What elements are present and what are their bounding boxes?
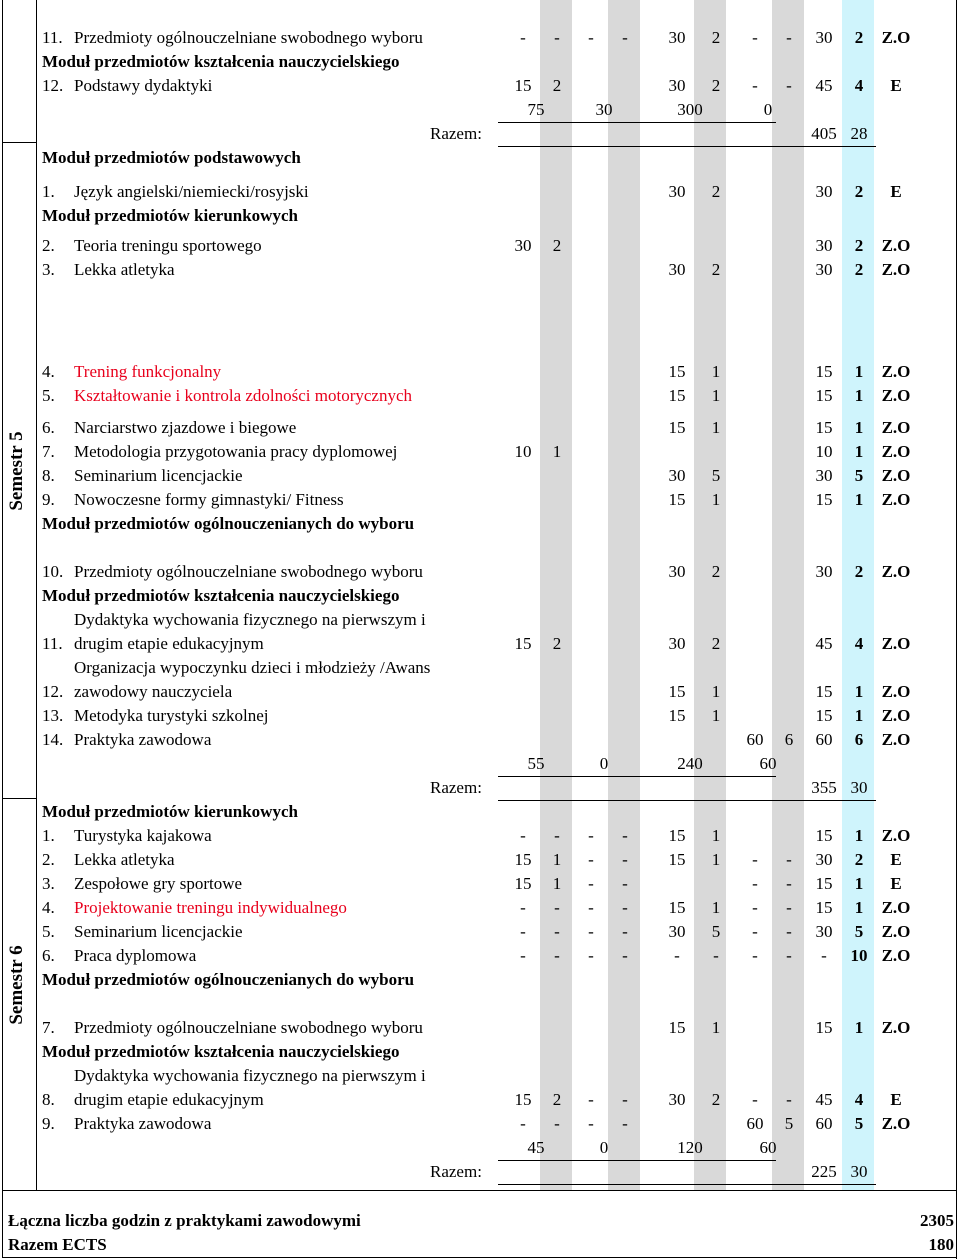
- module-total-value: 0: [599, 1138, 609, 1157]
- course-value: -: [588, 898, 594, 917]
- course-value: -: [622, 922, 628, 941]
- course-value: -: [554, 946, 560, 965]
- course-value: 30: [668, 466, 686, 485]
- footer-left-border: [2, 1190, 3, 1258]
- course-value: -: [752, 28, 758, 47]
- course-value: 2: [552, 236, 562, 255]
- course-value: 1: [854, 874, 864, 893]
- course-value: 2: [854, 182, 864, 201]
- course-value: 1: [711, 706, 721, 725]
- course-value: 15: [668, 1018, 686, 1037]
- course-value: 1: [711, 850, 721, 869]
- course-value: Z.O: [881, 362, 911, 381]
- course-value: -: [752, 922, 758, 941]
- course-value: 1: [854, 418, 864, 437]
- course-value: -: [520, 898, 526, 917]
- course-value: 1: [711, 1018, 721, 1037]
- total-hours-label: Łączna liczba godzin z praktykami zawodowymi: [8, 1211, 361, 1230]
- course-name: Seminarium licencjackie: [74, 922, 243, 941]
- course-value: 30: [668, 260, 686, 279]
- totals-border: [498, 776, 776, 777]
- course-value: 30: [514, 236, 532, 255]
- semester-column-border: [36, 0, 37, 1190]
- course-value: -: [622, 898, 628, 917]
- row-number: 9.: [42, 490, 55, 509]
- course-value: -: [520, 922, 526, 941]
- totals-border: [498, 122, 776, 123]
- row-number: 4.: [42, 898, 55, 917]
- table-right-border: [956, 0, 957, 1259]
- course-value: 60: [815, 1114, 833, 1133]
- course-value: 30: [815, 182, 833, 201]
- course-value: 2: [854, 236, 864, 255]
- total-hours-value: 2305: [920, 1211, 954, 1230]
- module-total-value: 0: [599, 754, 609, 773]
- course-value: -: [752, 1090, 758, 1109]
- course-value: 1: [854, 1018, 864, 1037]
- course-value: Z.O: [881, 490, 911, 509]
- course-value: 60: [815, 730, 833, 749]
- course-value: 30: [815, 28, 833, 47]
- razem-hours: 405: [811, 124, 837, 143]
- course-value: -: [786, 850, 792, 869]
- course-value: Z.O: [881, 236, 911, 255]
- course-value: -: [588, 1090, 594, 1109]
- course-value: 30: [815, 562, 833, 581]
- course-name: Praca dyplomowa: [74, 946, 197, 965]
- course-value: E: [890, 850, 902, 869]
- course-value: 1: [711, 362, 721, 381]
- module-total-value: 0: [763, 100, 773, 119]
- row-number: 7.: [42, 442, 55, 461]
- course-value: 2: [711, 260, 721, 279]
- course-value: 30: [815, 260, 833, 279]
- course-value: 5: [784, 1114, 794, 1133]
- module-total-value: 55: [527, 754, 545, 773]
- course-value: Z.O: [881, 260, 911, 279]
- course-value: 30: [815, 466, 833, 485]
- course-value: -: [588, 946, 594, 965]
- course-value: 30: [668, 1090, 686, 1109]
- module-total-value: 45: [527, 1138, 545, 1157]
- course-value: 15: [668, 418, 686, 437]
- razem-hours: 225: [811, 1162, 837, 1181]
- course-value: -: [622, 826, 628, 845]
- course-value: 1: [854, 386, 864, 405]
- course-value: -: [752, 850, 758, 869]
- course-value: -: [554, 922, 560, 941]
- course-name: Teoria treningu sportowego: [74, 236, 262, 255]
- course-value: -: [786, 1090, 792, 1109]
- total-ects-value: 180: [928, 1235, 954, 1254]
- shaded-column-band: [694, 0, 726, 1190]
- course-value: -: [554, 1114, 560, 1133]
- course-value: 6: [854, 730, 864, 749]
- course-name: Praktyka zawodowa: [74, 730, 212, 749]
- course-value: 2: [711, 182, 721, 201]
- row-number: 5.: [42, 386, 55, 405]
- course-value: 2: [711, 562, 721, 581]
- course-value: 1: [711, 386, 721, 405]
- row-number: 13.: [42, 706, 64, 725]
- course-value: Z.O: [881, 562, 911, 581]
- course-value: -: [588, 826, 594, 845]
- row-number: 2.: [42, 236, 55, 255]
- course-value: 60: [746, 730, 764, 749]
- course-value: 15: [514, 1090, 532, 1109]
- course-value: 5: [711, 922, 721, 941]
- course-value: 15: [668, 682, 686, 701]
- course-value: -: [786, 946, 792, 965]
- course-value: 2: [552, 76, 562, 95]
- module-total-value: 60: [759, 1138, 777, 1157]
- course-value: -: [622, 28, 628, 47]
- semester-6-label: Semestr 6: [6, 945, 27, 1025]
- course-value: -: [520, 826, 526, 845]
- course-value: 15: [668, 490, 686, 509]
- course-value: 1: [854, 706, 864, 725]
- row-number: 11.: [42, 634, 63, 653]
- row-number: 12.: [42, 682, 64, 701]
- course-value: Z.O: [881, 442, 911, 461]
- course-value: -: [752, 874, 758, 893]
- course-name: Przedmioty ogólnouczelniane swobodnego wyboru: [74, 28, 423, 47]
- row-number: 14.: [42, 730, 64, 749]
- course-value: 15: [668, 706, 686, 725]
- course-value: 2: [711, 76, 721, 95]
- module-header: Moduł przedmiotów podstawowych: [42, 148, 301, 167]
- module-total-value: 240: [677, 754, 703, 773]
- course-value: E: [890, 76, 902, 95]
- course-value: 6: [784, 730, 794, 749]
- course-value: 1: [711, 826, 721, 845]
- row-number: 12.: [42, 76, 64, 95]
- course-value: 45: [815, 1090, 833, 1109]
- row-number: 1.: [42, 182, 55, 201]
- course-value: -: [786, 898, 792, 917]
- course-value: Z.O: [881, 706, 911, 725]
- course-value: 2: [552, 634, 562, 653]
- course-value: Z.O: [881, 418, 911, 437]
- shaded-column-band: [540, 0, 572, 1190]
- course-name: Kształtowanie i kontrola zdolności motorycznych: [74, 386, 413, 405]
- row-number: 2.: [42, 850, 55, 869]
- course-value: -: [520, 1114, 526, 1133]
- course-value: 1: [854, 682, 864, 701]
- table-top-line: [2, 142, 36, 143]
- course-value: -: [622, 1114, 628, 1133]
- course-value: -: [588, 850, 594, 869]
- course-value: Z.O: [881, 1114, 911, 1133]
- course-value: 1: [711, 682, 721, 701]
- row-number: 6.: [42, 418, 55, 437]
- course-value: 2: [711, 1090, 721, 1109]
- row-number: 10.: [42, 562, 64, 581]
- module-header: Moduł przedmiotów kształcenia nauczycielskiego: [42, 1042, 400, 1061]
- ects-column-band: [842, 0, 874, 1190]
- shaded-column-band: [608, 0, 640, 1190]
- row-number: 11.: [42, 28, 63, 47]
- course-value: 5: [854, 922, 864, 941]
- course-value: 2: [711, 634, 721, 653]
- course-value: 15: [514, 634, 532, 653]
- course-value: 2: [552, 1090, 562, 1109]
- course-value: 30: [815, 850, 833, 869]
- course-value: 4: [854, 634, 864, 653]
- course-name: zawodowy nauczyciela: [74, 682, 233, 701]
- course-name: Metodyka turystyki szkolnej: [74, 706, 269, 725]
- course-value: Z.O: [881, 946, 911, 965]
- module-header: Moduł przedmiotów kierunkowych: [42, 206, 298, 225]
- module-total-value: 120: [677, 1138, 703, 1157]
- module-header: Moduł przedmiotów kształcenia nauczycielskiego: [42, 586, 400, 605]
- course-value: 1: [854, 490, 864, 509]
- course-value: 15: [815, 418, 833, 437]
- course-name-line: Organizacja wypoczynku dzieci i młodzieży /Awans: [74, 658, 431, 677]
- course-value: 15: [815, 706, 833, 725]
- course-value: 15: [815, 826, 833, 845]
- course-value: E: [890, 182, 902, 201]
- razem-ects: 30: [850, 1162, 868, 1181]
- footer-bottom-border: [2, 1257, 957, 1258]
- course-value: 4: [854, 1090, 864, 1109]
- course-value: 15: [668, 898, 686, 917]
- course-value: -: [752, 76, 758, 95]
- course-name: Turystyka kajakowa: [74, 826, 212, 845]
- course-value: -: [821, 946, 827, 965]
- course-name: Podstawy dydaktyki: [74, 76, 213, 95]
- course-name: Przedmioty ogólnouczelniane swobodnego wyboru: [74, 1018, 423, 1037]
- course-value: Z.O: [881, 826, 911, 845]
- razem-border: [498, 146, 876, 147]
- course-value: 1: [711, 898, 721, 917]
- course-value: 30: [668, 182, 686, 201]
- course-value: Z.O: [881, 922, 911, 941]
- razem-label: Razem:: [430, 124, 482, 143]
- course-value: -: [752, 946, 758, 965]
- course-value: 30: [668, 28, 686, 47]
- course-value: 2: [854, 260, 864, 279]
- course-value: -: [622, 1090, 628, 1109]
- course-value: 1: [854, 826, 864, 845]
- course-name-line: Dydaktyka wychowania fizycznego na pierwszym i: [74, 1066, 426, 1085]
- totals-border: [498, 1160, 776, 1161]
- row-number: 3.: [42, 874, 55, 893]
- course-value: 2: [854, 850, 864, 869]
- course-value: 15: [815, 362, 833, 381]
- course-value: -: [554, 826, 560, 845]
- module-total-value: 300: [677, 100, 703, 119]
- course-value: Z.O: [881, 1018, 911, 1037]
- course-value: 30: [668, 634, 686, 653]
- course-value: E: [890, 1090, 902, 1109]
- course-value: Z.O: [881, 898, 911, 917]
- course-value: 30: [668, 922, 686, 941]
- row-number: 6.: [42, 946, 55, 965]
- course-name: Metodologia przygotowania pracy dyplomowej: [74, 442, 398, 461]
- course-value: 1: [552, 874, 562, 893]
- course-value: -: [786, 922, 792, 941]
- razem-ects: 28: [850, 124, 868, 143]
- course-value: 30: [668, 562, 686, 581]
- course-value: -: [786, 28, 792, 47]
- course-value: -: [752, 898, 758, 917]
- course-value: 1: [552, 442, 562, 461]
- course-name: drugim etapie edukacyjnym: [74, 634, 264, 653]
- razem-hours: 355: [811, 778, 837, 797]
- course-value: 15: [815, 898, 833, 917]
- semester-5-label: Semestr 5: [6, 431, 27, 511]
- course-value: -: [713, 946, 719, 965]
- row-number: 8.: [42, 466, 55, 485]
- module-header: Moduł przedmiotów kształcenia nauczycielskiego: [42, 52, 400, 71]
- course-value: 1: [711, 490, 721, 509]
- course-value: 5: [711, 466, 721, 485]
- shaded-column-band: [772, 0, 804, 1190]
- course-value: 15: [514, 850, 532, 869]
- course-value: -: [520, 28, 526, 47]
- course-value: 1: [552, 850, 562, 869]
- course-value: 15: [514, 874, 532, 893]
- course-value: 45: [815, 76, 833, 95]
- course-value: 45: [815, 634, 833, 653]
- course-value: Z.O: [881, 386, 911, 405]
- course-value: 30: [668, 76, 686, 95]
- course-name: Narciarstwo zjazdowe i biegowe: [74, 418, 297, 437]
- razem-ects: 30: [850, 778, 868, 797]
- footer-top-border: [2, 1190, 957, 1191]
- module-header: Moduł przedmiotów ogólnouczenianych do wyboru: [42, 970, 415, 989]
- module-total-value: 60: [759, 754, 777, 773]
- course-value: 15: [815, 874, 833, 893]
- course-value: 10: [850, 946, 868, 965]
- course-value: Z.O: [881, 682, 911, 701]
- course-value: 30: [815, 236, 833, 255]
- course-value: -: [786, 874, 792, 893]
- module-total-value: 30: [595, 100, 613, 119]
- course-value: 4: [854, 76, 864, 95]
- total-ects-label: Razem ECTS: [8, 1235, 107, 1254]
- course-value: 15: [815, 490, 833, 509]
- course-value: -: [554, 898, 560, 917]
- course-name: Seminarium licencjackie: [74, 466, 243, 485]
- row-number: 8.: [42, 1090, 55, 1109]
- module-total-value: 75: [527, 100, 545, 119]
- course-name: Lekka atletyka: [74, 260, 175, 279]
- module-header: Moduł przedmiotów ogólnouczenianych do wyboru: [42, 514, 415, 533]
- course-value: 1: [854, 442, 864, 461]
- course-value: Z.O: [881, 634, 911, 653]
- row-number: 4.: [42, 362, 55, 381]
- course-name: drugim etapie edukacyjnym: [74, 1090, 264, 1109]
- razem-label: Razem:: [430, 1162, 482, 1181]
- table-left-border: [2, 0, 3, 1190]
- course-value: 2: [854, 28, 864, 47]
- course-name: Trening funkcjonalny: [74, 362, 222, 381]
- course-value: -: [588, 874, 594, 893]
- course-value: -: [622, 946, 628, 965]
- course-value: -: [674, 946, 680, 965]
- course-name: Nowoczesne formy gimnastyki/ Fitness: [74, 490, 344, 509]
- module-header: Moduł przedmiotów kierunkowych: [42, 802, 298, 821]
- course-value: 1: [854, 898, 864, 917]
- course-value: -: [588, 28, 594, 47]
- razem-border: [498, 800, 876, 801]
- course-value: -: [554, 28, 560, 47]
- course-value: -: [520, 946, 526, 965]
- course-value: 15: [668, 386, 686, 405]
- course-value: 10: [514, 442, 532, 461]
- course-value: 30: [815, 922, 833, 941]
- course-value: 15: [815, 386, 833, 405]
- row-number: 3.: [42, 260, 55, 279]
- course-name: Praktyka zawodowa: [74, 1114, 212, 1133]
- course-value: -: [622, 850, 628, 869]
- course-value: 60: [746, 1114, 764, 1133]
- course-value: -: [622, 874, 628, 893]
- course-value: 15: [514, 76, 532, 95]
- course-value: 10: [815, 442, 833, 461]
- semester-divider: [2, 798, 36, 799]
- course-value: Z.O: [881, 28, 911, 47]
- row-number: 5.: [42, 922, 55, 941]
- row-number: 7.: [42, 1018, 55, 1037]
- course-name: Zespołowe gry sportowe: [74, 874, 243, 893]
- course-name: Język angielski/niemiecki/rosyjski: [74, 182, 309, 201]
- course-value: 15: [815, 1018, 833, 1037]
- course-value: 15: [668, 362, 686, 381]
- course-value: Z.O: [881, 466, 911, 485]
- course-name: Lekka atletyka: [74, 850, 175, 869]
- row-number: 1.: [42, 826, 55, 845]
- course-value: -: [588, 1114, 594, 1133]
- razem-border: [498, 1184, 876, 1185]
- course-value: E: [890, 874, 902, 893]
- course-value: 1: [711, 418, 721, 437]
- row-number: 9.: [42, 1114, 55, 1133]
- course-value: 5: [854, 466, 864, 485]
- course-value: Z.O: [881, 730, 911, 749]
- course-name-line: Dydaktyka wychowania fizycznego na pierwszym i: [74, 610, 426, 629]
- course-value: 5: [854, 1114, 864, 1133]
- course-value: 2: [711, 28, 721, 47]
- course-name: Projektowanie treningu indywidualnego: [74, 898, 347, 917]
- course-value: -: [588, 922, 594, 941]
- course-value: 2: [854, 562, 864, 581]
- course-value: 15: [668, 826, 686, 845]
- course-name: Przedmioty ogólnouczelniane swobodnego wyboru: [74, 562, 423, 581]
- course-value: 1: [854, 362, 864, 381]
- course-value: 15: [815, 682, 833, 701]
- razem-label: Razem:: [430, 778, 482, 797]
- course-value: 15: [668, 850, 686, 869]
- course-value: -: [786, 76, 792, 95]
